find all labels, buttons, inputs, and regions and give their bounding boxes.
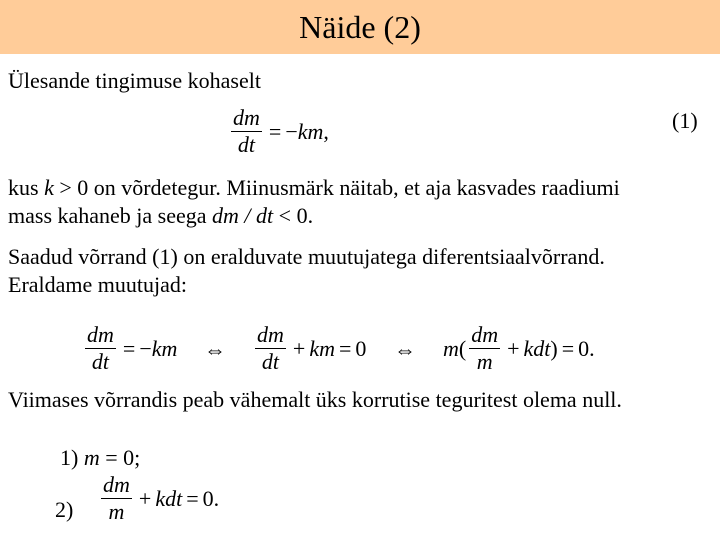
comma: , (323, 118, 329, 144)
numerator: dm (471, 322, 499, 347)
numerator: dm (87, 322, 114, 347)
slide-title: Näide (2) (299, 9, 421, 45)
equals-sign: = (561, 335, 575, 361)
case-1 (60, 444, 140, 472)
variable: kdt (523, 335, 551, 361)
text: mass kahaneb ja seega (8, 203, 213, 228)
fraction-dm-dt (231, 105, 262, 158)
minus-sign: − (139, 335, 152, 361)
paragraph-3: Viimases võrrandis peab vähemalt üks korrutise teguritest olema null. (8, 387, 622, 412)
case-label: 1) (60, 445, 79, 470)
paragraph-2-line-2: Eraldame muutujad: (8, 272, 187, 297)
equivalence-arrow: ⇔ (204, 337, 226, 362)
variable: km (297, 118, 324, 144)
text: = 0; (99, 445, 141, 470)
paragraph-2-line-1: Saadud võrrand (1) on eralduvate muutujatega diferentsiaalvõrrand. (8, 244, 605, 269)
variable: m (443, 335, 459, 361)
numerator: dm (233, 105, 260, 130)
variable: m (83, 445, 100, 470)
case-2-equation (98, 472, 219, 525)
plus-sign: + (507, 335, 520, 361)
slash: / (238, 203, 257, 228)
variable: kdt (155, 485, 183, 511)
paragraph-1-line-2 (8, 202, 313, 230)
variable: dm (212, 203, 239, 228)
plus-sign: + (292, 335, 306, 361)
equation-label: (1) (672, 108, 698, 133)
denominator: m (476, 349, 493, 374)
text: > 0 on võrdetegur. Miinusmärk näitab, et aja kasvades raadiumi (53, 175, 620, 200)
numerator: dm (257, 322, 284, 347)
equation-2b (252, 322, 366, 375)
variable: dt (256, 203, 274, 228)
fraction-dm-m (469, 322, 500, 375)
denominator: dt (91, 349, 109, 374)
fraction-dm-m (101, 472, 132, 525)
intro-text: Ülesande tingimuse kohaselt (8, 68, 261, 93)
equation-2a (82, 322, 177, 375)
variable: km (151, 335, 178, 361)
variable: k (44, 175, 54, 200)
equals-sign: = (268, 118, 282, 144)
paren: ) (550, 335, 558, 361)
minus-sign: − (285, 118, 298, 144)
denominator: m (108, 499, 125, 524)
text: kus (8, 175, 45, 200)
plus-sign: + (138, 485, 152, 511)
equals-sign: = (338, 335, 352, 361)
fraction-dm-dt (85, 322, 116, 375)
numerator: dm (103, 472, 130, 497)
fraction-dm-dt (255, 322, 286, 375)
zero: 0. (578, 335, 595, 361)
equation-1 (228, 105, 329, 158)
equals-sign: = (186, 485, 199, 511)
paragraph-1-line-1 (8, 174, 620, 202)
equals-sign: = (122, 335, 136, 361)
slide-header (0, 0, 720, 54)
zero: 0. (202, 485, 220, 511)
zero: 0 (355, 335, 367, 361)
equivalence-arrow: ⇔ (394, 337, 416, 362)
variable: km (309, 335, 335, 361)
denominator: dt (237, 132, 255, 157)
paren: ( (458, 335, 467, 361)
denominator: dt (261, 349, 279, 374)
equation-2c (443, 322, 595, 375)
text: < 0. (273, 203, 314, 228)
case-2-label: 2) (55, 497, 74, 522)
